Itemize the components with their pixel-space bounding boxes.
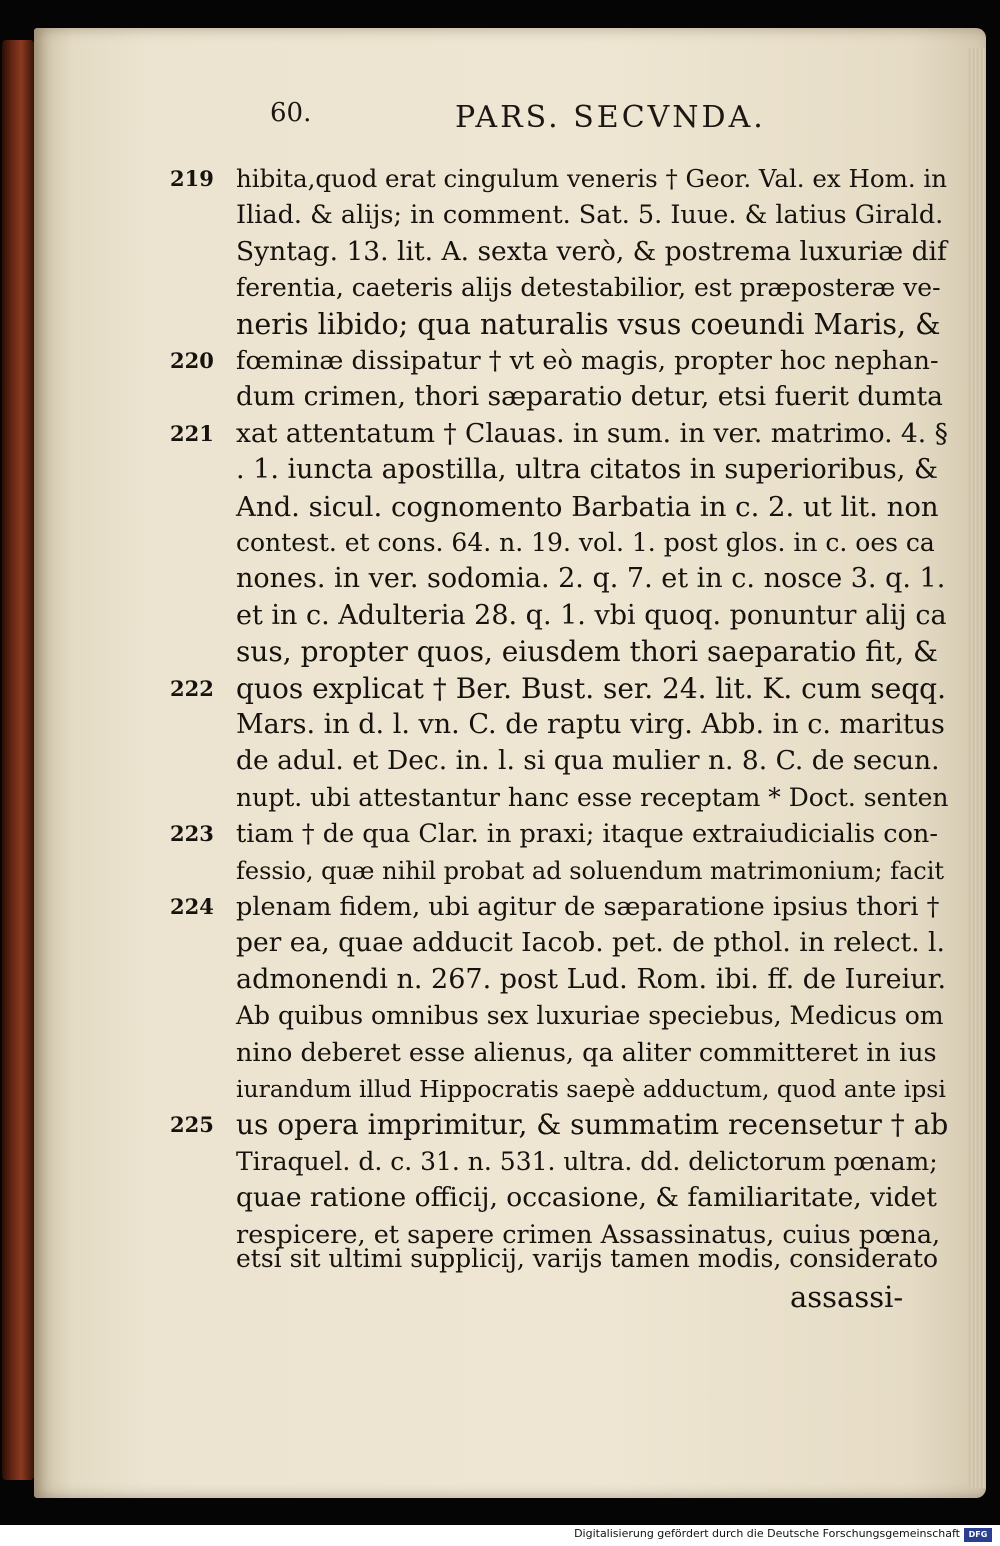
margin-number bbox=[170, 706, 234, 744]
margin-number bbox=[170, 560, 234, 598]
margin-number bbox=[170, 378, 234, 416]
dfg-logo: DFG bbox=[964, 1528, 992, 1542]
catchword: assassi- bbox=[790, 1280, 904, 1314]
text-line: dum crimen, thori sæparatio detur, etsi fuerit dumta bbox=[236, 381, 943, 412]
text-line: hibita,quod erat cingulum veneris † Geor. Val. ex Hom. in bbox=[236, 164, 948, 193]
text-line: tiam † de qua Clar. in praxi; itaque extraiudicialis con- bbox=[236, 819, 938, 849]
text-line: Ab quibus omnibus sex luxuriae speciebus, Medicus om bbox=[236, 1001, 944, 1030]
text-line: et in c. Adulteria 28. q. 1. vbi quoq. ponuntur alij ca bbox=[236, 600, 947, 631]
text-line: plenam fidem, ubi agitur de sæparatione ipsius thori † bbox=[236, 892, 940, 922]
margin-number bbox=[170, 1070, 234, 1108]
margin-number bbox=[170, 924, 234, 962]
margin-number bbox=[170, 961, 234, 999]
margin-number: 223 bbox=[170, 821, 214, 846]
text-line: Syntag. 13. lit. A. sexta verò, & postrema luxuriæ dif bbox=[236, 236, 947, 267]
margin-number bbox=[170, 779, 234, 817]
margin-number bbox=[170, 1240, 234, 1278]
text-line: nupt. ubi attestantur hanc esse receptam * Doct. senten bbox=[236, 783, 949, 812]
text-line: nino deberet esse alienus, qa aliter committeret in ius bbox=[236, 1038, 937, 1068]
text-line: per ea, quae adducit Iacob. pet. de pthol. in relect. l. bbox=[236, 927, 945, 958]
text-line: quae ratione officij, occasione, & familiaritate, videt bbox=[236, 1182, 937, 1213]
text-line: contest. et cons. 64. n. 19. vol. 1. post glos. in c. oes ca bbox=[236, 528, 935, 557]
footer-bar bbox=[0, 1525, 1000, 1546]
margin-number bbox=[170, 306, 234, 344]
text-line: And. sicul. cognomento Barbatia in c. 2. ut lit. non bbox=[236, 491, 939, 523]
text-line: Tiraquel. d. c. 31. n. 531. ultra. dd. delictorum pœnam; bbox=[236, 1147, 938, 1176]
margin-number bbox=[170, 1143, 234, 1181]
text-line: ferentia, caeteris alijs detestabilior, est præposteræ ve- bbox=[236, 273, 941, 302]
margin-number: 225 bbox=[170, 1112, 214, 1137]
margin-number bbox=[170, 524, 234, 562]
text-line: fœminæ dissipatur † vt eò magis, propter hoc nephan- bbox=[236, 346, 939, 376]
margin-number bbox=[170, 997, 234, 1035]
funding-notice: Digitalisierung gefördert durch die Deutsche Forschungsgemeinschaft bbox=[574, 1527, 960, 1540]
text-line: iurandum illud Hippocratis saepè adductum, quod ante ipsi bbox=[236, 1075, 946, 1103]
margin-number: 221 bbox=[170, 421, 214, 446]
margin-number: 219 bbox=[170, 166, 214, 191]
text-line: neris libido; qua naturalis vsus coeundi Maris, & bbox=[236, 308, 941, 341]
text-line: xat attentatum † Clauas. in sum. in ver. matrimo. 4. § bbox=[236, 418, 948, 449]
margin-number: 220 bbox=[170, 348, 214, 373]
text-line: . 1. iuncta apostilla, ultra citatos in superioribus, & bbox=[236, 454, 938, 485]
text-line: de adul. et Dec. in. l. si qua mulier n. 8. C. de secun. bbox=[236, 745, 940, 776]
text-line: admonendi n. 267. post Lud. Rom. ibi. ff. de Iureiur. bbox=[236, 964, 947, 995]
text-line: quos explicat † Ber. Bust. ser. 24. lit. K. cum seqq. bbox=[236, 672, 947, 705]
text-line: Iliad. & alijs; in comment. Sat. 5. Iuue. & latius Girald. bbox=[236, 200, 944, 230]
margin-number bbox=[170, 1179, 234, 1217]
running-head: PARS. SECVNDA. bbox=[455, 100, 766, 135]
margin-number bbox=[170, 633, 234, 671]
margin-number bbox=[170, 488, 234, 526]
text-line: respicere, et sapere crimen Assassinatus, cuius pœna, bbox=[236, 1220, 941, 1250]
margin-number bbox=[170, 852, 234, 890]
margin-number bbox=[170, 451, 234, 489]
text-line: sus, propter quos, eiusdem thori saeparatio fit, & bbox=[236, 635, 938, 668]
margin-number bbox=[170, 597, 234, 635]
margin-number bbox=[170, 196, 234, 234]
margin-number bbox=[170, 742, 234, 780]
margin-number bbox=[170, 269, 234, 307]
margin-number bbox=[170, 1034, 234, 1072]
margin-number: 222 bbox=[170, 676, 214, 701]
text-line: Mars. in d. l. vn. C. de raptu virg. Abb. in c. maritus bbox=[236, 709, 945, 740]
margin-number bbox=[170, 233, 234, 271]
text-line: us opera imprimitur, & summatim recensetur † ab bbox=[236, 1108, 949, 1141]
text-line: etsi sit ultimi supplicij, varijs tamen modis, considerato bbox=[236, 1244, 939, 1273]
text-line: nones. in ver. sodomia. 2. q. 7. et in c. nosce 3. q. 1. bbox=[236, 563, 946, 594]
margin-number: 224 bbox=[170, 894, 214, 919]
text-line: fessio, quæ nihil probat ad soluendum matrimonium; facit bbox=[236, 857, 945, 885]
page-number: 60. bbox=[270, 98, 312, 128]
